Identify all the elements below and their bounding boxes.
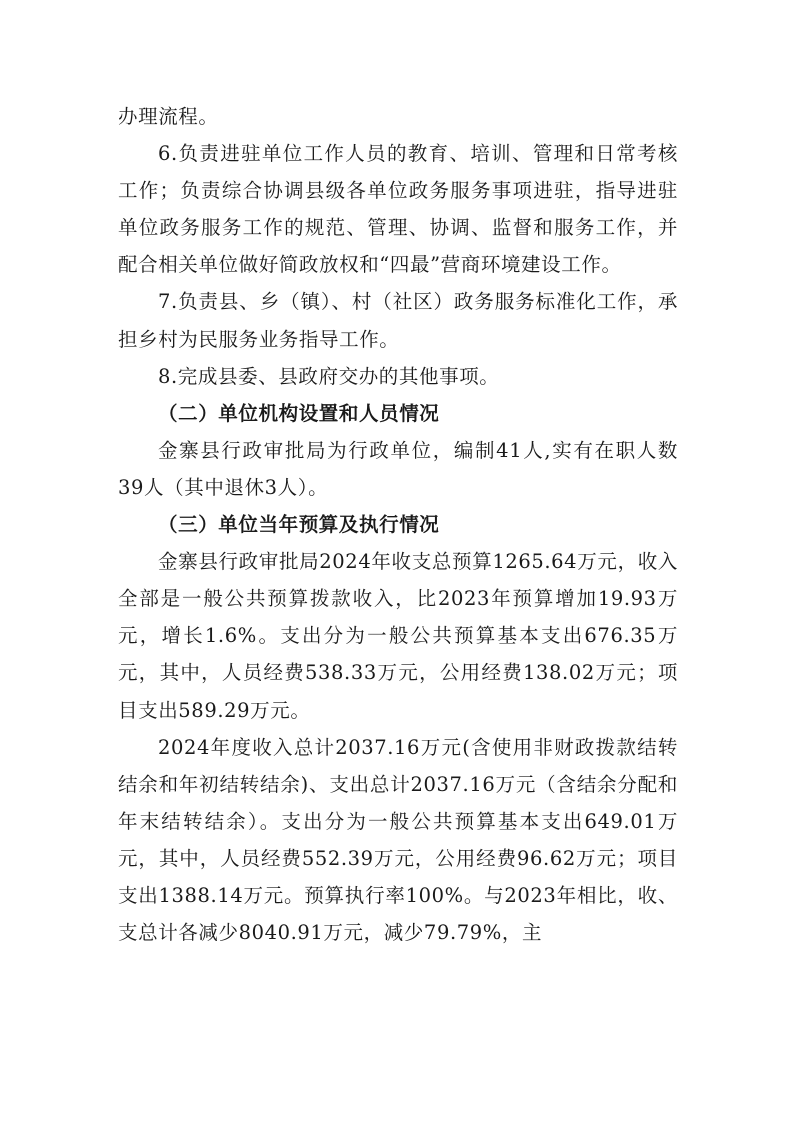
document-body xyxy=(118,98,678,951)
section-heading-organization: （二）单位机构设置和人员情况 xyxy=(158,401,440,425)
paragraph-item-8: 8.完成县委、县政府交办的其他事项。 xyxy=(158,364,500,388)
paragraph-staffing: 金寨县行政审批局为行政单位，编制41人,实有在职人数39人（其中退休3人）。 xyxy=(118,438,678,499)
paragraph-item-6: 6.负责进驻单位工作人员的教育、培训、管理和日常考核工作；负责综合协调县级各单位政务服务事项进驻，指导进驻单位政务服务工作的规范、管理、协调、监督和服务工作，并配合相关单位做好简政放权和“四最”营商环境建设工作。 xyxy=(118,142,678,277)
paragraph-item-7: 7.负责县、乡（镇）、村（社区）政务服务标准化工作，承担乡村为民服务业务指导工作。 xyxy=(118,290,678,351)
section-heading-budget: （三）单位当年预算及执行情况 xyxy=(158,513,440,537)
paragraph-budget: 金寨县行政审批局2024年收支总预算1265.64万元，收入全部是一般公共预算拨款收入，比2023年预算增加19.93万元，增长1.6%。支出分为一般公共预算基本支出676.35万元，其中，人员经费538.33万元，公用经费138.02万元；项目支出589.29万元。 xyxy=(118,550,678,722)
paragraph-process: 办理流程。 xyxy=(118,105,219,128)
paragraph-execution: 2024年度收入总计2037.16万元(含使用非财政拨款结转结余和年初结转结余)、支出总计2037.16万元（含结余分配和年末结转结余）。支出分为一般公共预算基本支出649.01万元，其中，人员经费552.39万元，公用经费96.62万元；项目支出1388.14万元。预算执行率100%。与2023年相比，收、支总计各减少8040.91万元，减少79.79%，主 xyxy=(118,735,678,945)
